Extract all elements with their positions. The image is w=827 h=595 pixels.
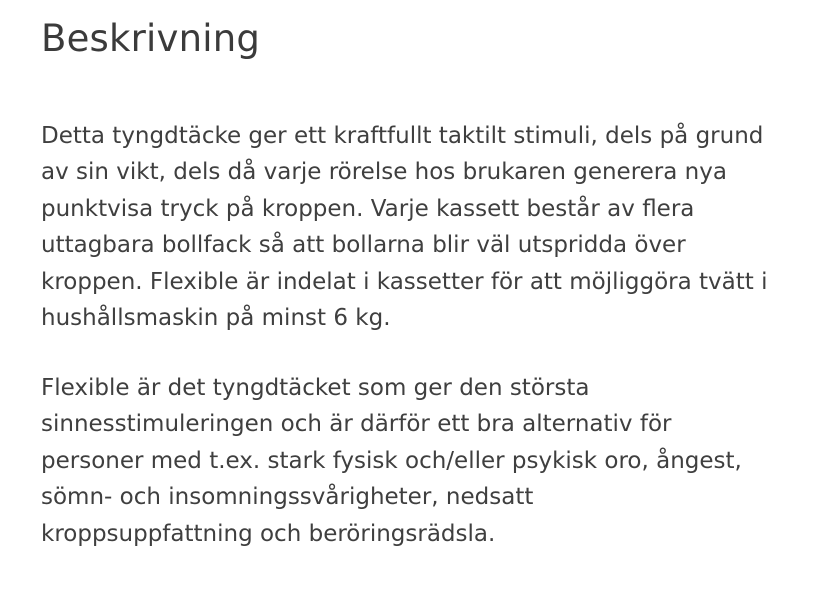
- paragraph-line: Flexible är det tyngdtäcket som ger den största: [41, 375, 590, 401]
- paragraph-line: Detta tyngdtäcke ger ett kraftfullt taktilt stimuli, dels på grund: [41, 123, 764, 149]
- paragraph-line: kroppen. Flexible är indelat i kassetter för att möjliggöra tvätt i: [41, 268, 768, 295]
- description-paragraph-2: [41, 370, 742, 552]
- paragraph-line: sinnesstimuleringen och är därför ett bra alternativ för: [41, 411, 672, 438]
- paragraph-line: uttagbara bollfack så att bollarna blir väl utspridda över: [41, 232, 686, 259]
- paragraph-line: hushållsmaskin på minst 6 kg.: [41, 305, 391, 332]
- paragraph-line: kroppsuppfattning och beröringsrädsla.: [41, 520, 496, 547]
- paragraph-line: sömn- och insomningssvårigheter, nedsatt: [41, 484, 534, 511]
- paragraph-line: av sin vikt, dels då varje rörelse hos brukaren generera nya: [41, 159, 727, 186]
- section-heading: Beskrivning: [41, 17, 261, 60]
- paragraph-line: personer med t.ex. stark fysisk och/eller psykisk oro, ångest,: [41, 447, 742, 474]
- paragraph-line: punktvisa tryck på kroppen. Varje kassett består av flera: [41, 195, 695, 222]
- description-paragraph-1: [41, 118, 768, 336]
